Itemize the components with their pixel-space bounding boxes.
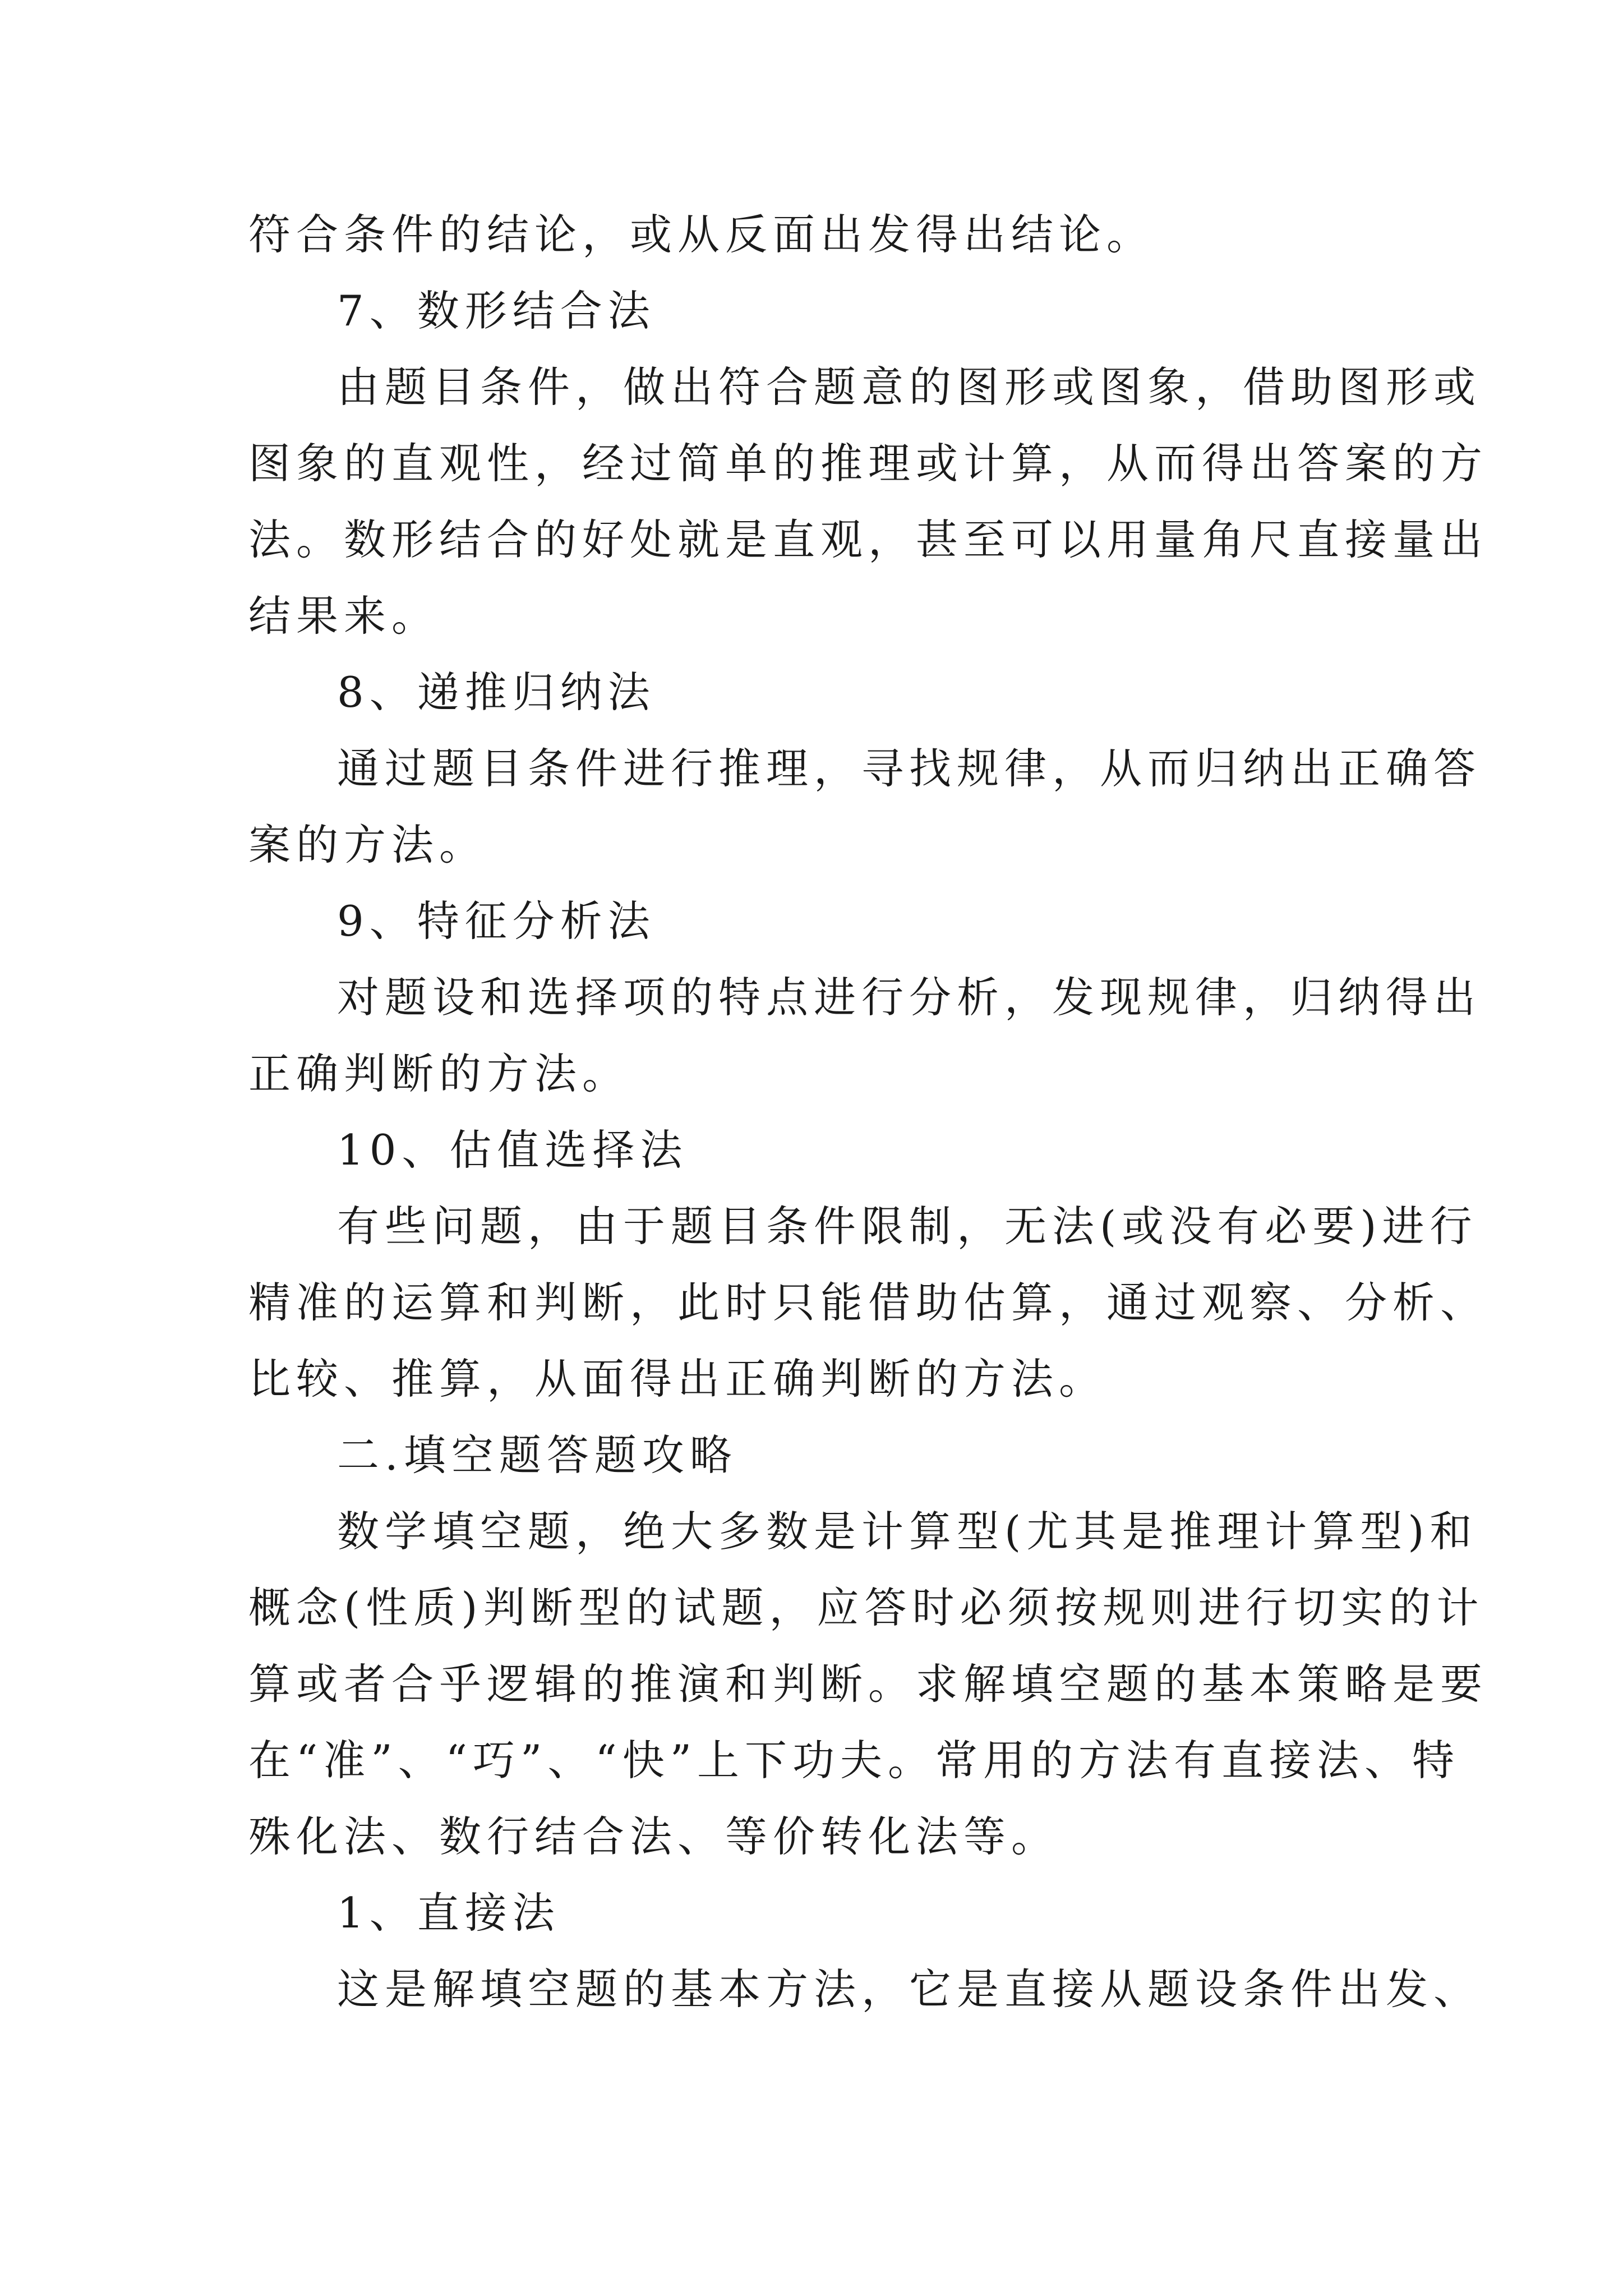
section-heading: 9、特征分析法 (337, 896, 656, 946)
section-heading: 8、递推归纳法 (337, 668, 656, 717)
text-line: 结果来。 (248, 591, 440, 641)
text-line: 比较、推算，从面得出正确判断的方法。 (248, 1354, 1107, 1404)
text-line: 在“准”、“巧”、“快”上下功夫。常用的方法有直接法、特 (248, 1736, 1460, 1785)
text-line: 殊化法、数行结合法、等价转化法等。 (248, 1812, 1059, 1861)
paragraph-first-line: 数学填空题，绝大多数是计算型(尤其是推理计算型)和 (337, 1507, 1478, 1556)
section-heading: 7、数形结合法 (337, 286, 656, 335)
paragraph-first-line: 对题设和选择项的特点进行分析，发现规律，归纳得出 (337, 973, 1482, 1022)
text-line: 案的方法。 (248, 820, 487, 869)
text-line: 概念(性质)判断型的试题，应答时必须按规则进行切实的计 (248, 1583, 1484, 1632)
paragraph-first-line: 通过题目条件进行推理，寻找规律，从而归纳出正确答 (337, 744, 1482, 793)
document-body (248, 196, 1488, 2027)
section-heading: 10、估值选择法 (337, 1125, 688, 1175)
text-line: 图象的直观性，经过简单的推理或计算，从而得出答案的方 (248, 439, 1488, 488)
text-line: 法。数形结合的好处就是直观，甚至可以用量角尺直接量出 (248, 515, 1488, 564)
text-line: 符合条件的结论，或从反面出发得出结论。 (248, 210, 1155, 259)
text-line: 精准的运算和判断，此时只能借助估算，通过观察、分析、 (248, 1278, 1488, 1327)
text-line: 算或者合乎逻辑的推演和判断。求解填空题的基本策略是要 (248, 1659, 1488, 1709)
paragraph-first-line: 有些问题，由于题目条件限制，无法(或没有必要)进行 (337, 1202, 1478, 1251)
section-heading: 1、直接法 (337, 1888, 560, 1938)
text-line: 正确判断的方法。 (248, 1049, 630, 1098)
section-heading: 二.填空题答题攻略 (337, 1430, 737, 1480)
paragraph-first-line: 由题目条件，做出符合题意的图形或图象，借助图形或 (337, 362, 1482, 412)
paragraph-first-line: 这是解填空题的基本方法，它是直接从题设条件出发、 (337, 1964, 1482, 2014)
